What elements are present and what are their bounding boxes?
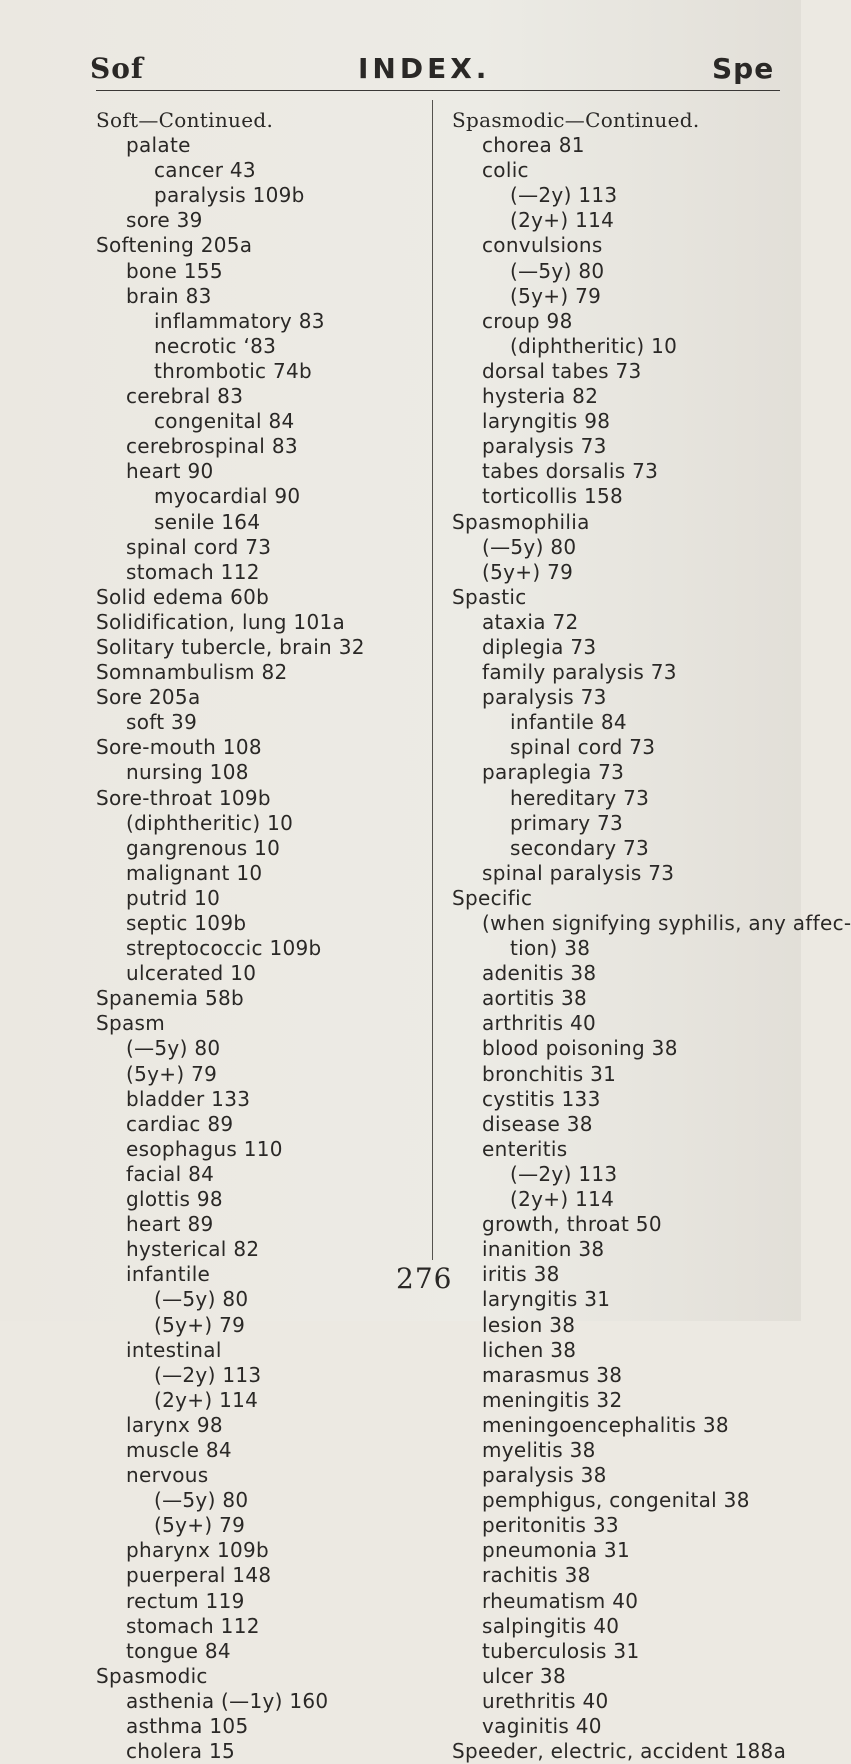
index-subentry: malignant 10 [126,860,263,885]
index-subentry: senile 164 [154,509,261,534]
index-subentry: septic 109b [126,911,247,935]
index-subentry: asthenia (—1y) 160 [126,1688,329,1713]
index-subentry: rachitis 38 [482,1563,591,1588]
index-subentry: (—5y) 80 [154,1287,249,1312]
index-subentry: primary 73 [510,810,624,835]
index-subentry: stomach 112 [126,1613,260,1638]
index-subentry: (—5y) 80 [126,1036,221,1061]
index-subentry: hereditary 73 [510,785,650,810]
index-subentry: gangrenous 10 [126,835,281,860]
index-subentry: putrid 10 [126,885,221,910]
index-subentry: ataxia 72 [482,609,579,634]
index-subentry: (diphtheritic) 10 [126,810,294,835]
index-heading: Somnambulism 82 [96,660,288,685]
index-subentry: (2y+) 114 [510,1187,615,1212]
index-subentry: rectum 119 [126,1588,245,1613]
index-subentry: muscle 84 [126,1437,232,1462]
index-subentry: (—2y) 113 [510,183,618,208]
index-subentry: (5y+) 79 [154,1513,246,1538]
index-subentry: lesion 38 [482,1312,576,1337]
index-subentry: thrombotic 74b [154,358,313,383]
index-subentry: torticollis 158 [482,484,624,509]
index-heading: Spanemia 58b [96,986,245,1011]
index-subentry: heart 89 [126,1212,214,1237]
index-subentry: inanition 38 [482,1237,605,1262]
index-subentry: peritonitis 33 [482,1513,619,1538]
index-heading: Spastic [452,584,527,609]
index-subentry: pemphigus, congenital 38 [482,1488,750,1513]
index-heading: Spasmophilia [452,509,590,534]
index-subentry: lichen 38 [482,1337,577,1362]
index-subentry: paralysis 109b [154,183,305,208]
index-subentry: hysterical 82 [126,1237,260,1262]
index-column-left [96,108,426,1764]
index-subentry: nursing 108 [126,760,249,785]
running-head-left: Sof [90,52,144,85]
index-subentry: tabes dorsalis 73 [482,459,659,484]
index-heading: Spasmodic [96,1663,208,1688]
index-subentry: bladder 133 [126,1086,251,1111]
index-subentry: asthma 105 [126,1714,249,1738]
index-subentry: (5y+) 79 [154,1312,246,1337]
index-subentry: paralysis 38 [482,1463,607,1488]
index-subentry: iritis 38 [482,1262,560,1287]
page-number: 276 [396,1262,453,1295]
index-subentry: myelitis 38 [482,1437,596,1462]
index-subentry: laryngitis 31 [482,1287,611,1312]
column-divider [432,100,433,1260]
index-subentry: brain 83 [126,283,212,308]
index-subentry: nervous [126,1463,209,1488]
index-subentry: soft 39 [126,710,198,735]
index-subentry: pharynx 109b [126,1538,270,1563]
index-subentry: facial 84 [126,1161,215,1186]
index-subentry: (diphtheritic) 10 [510,333,678,358]
index-subentry: puerperal 148 [126,1563,272,1588]
index-subentry: hysteria 82 [482,384,599,409]
index-subentry: arthritis 40 [482,1011,597,1036]
index-subentry: (2y+) 114 [510,208,615,233]
index-subentry: colic [482,158,529,183]
index-subentry: inflammatory 83 [154,308,325,333]
index-subentry: paraplegia 73 [482,760,625,785]
index-subentry: cardiac 89 [126,1111,234,1136]
index-subentry: (—2y) 113 [510,1161,618,1186]
index-subentry: urethritis 40 [482,1688,609,1713]
index-heading: Specific [452,885,533,910]
index-subentry: dorsal tabes 73 [482,358,642,383]
index-heading: Solidification, lung 101a [96,609,346,634]
index-subentry: meningitis 32 [482,1387,623,1412]
index-subentry: vaginitis 40 [482,1714,602,1738]
index-subentry: paralysis 73 [482,434,607,459]
index-subentry: adenitis 38 [482,961,597,986]
index-subentry: ulcer 38 [482,1663,566,1688]
index-subentry: (5y+) 79 [126,1061,218,1086]
index-subentry: heart 90 [126,459,214,484]
index-heading: Solitary tubercle, brain 32 [96,634,365,659]
index-subentry: necrotic ‘83 [154,333,277,358]
index-subentry: ulcerated 10 [126,961,257,986]
index-subentry: tuberculosis 31 [482,1638,640,1663]
index-subentry: (—5y) 80 [154,1488,249,1513]
index-subentry: (—2y) 113 [154,1362,262,1387]
index-heading: Sore-mouth 108 [96,735,262,760]
index-column-right [452,108,851,1764]
index-subentry: rheumatism 40 [482,1588,639,1613]
index-subentry: aortitis 38 [482,986,588,1011]
index-subentry: marasmus 38 [482,1362,623,1387]
index-subentry: meningoencephalitis 38 [482,1412,729,1437]
index-subentry: growth, throat 50 [482,1212,662,1237]
index-subentry: croup 98 [482,308,573,333]
index-subentry: intestinal [126,1337,222,1362]
index-heading: Speeder, electric, accident 188a [452,1739,787,1764]
index-subentry: larynx 98 [126,1412,223,1437]
index-subentry: salpingitis 40 [482,1613,620,1638]
index-subentry: infantile [126,1262,211,1287]
index-subentry: disease 38 [482,1111,593,1136]
index-subentry: diplegia 73 [482,634,597,659]
index-heading: Spasmodic—Continued. [452,108,700,132]
index-subentry: (5y+) 79 [482,559,574,584]
running-head-title: INDEX. [358,52,491,85]
index-subentry: (—5y) 80 [510,258,605,283]
index-heading: Sore-throat 109b [96,785,271,810]
running-head-right: Spe [712,52,775,85]
index-heading: Softening 205a [96,233,253,258]
index-subentry: streptococcic 109b [126,936,322,961]
index-heading: Solid edema 60b [96,584,270,609]
index-subentry: cerebral 83 [126,384,244,409]
index-subentry: enteritis [482,1136,568,1161]
index-subentry: cerebrospinal 83 [126,434,298,459]
index-subentry: palate [126,133,191,158]
index-subentry: family paralysis 73 [482,660,677,685]
index-subentry: spinal cord 73 [510,735,656,760]
index-subentry: secondary 73 [510,835,650,860]
index-subentry: chorea 81 [482,133,585,158]
index-subentry: blood poisoning 38 [482,1036,678,1061]
index-subentry: stomach 112 [126,559,260,584]
index-subentry: (when signifying syphilis, any affec- [482,911,851,935]
index-heading: Spasm [96,1011,166,1036]
index-subentry: (—5y) 80 [482,534,577,559]
header-rule [96,90,780,91]
index-subentry: convulsions [482,233,603,258]
index-subentry: sore 39 [126,208,203,233]
index-subentry: pneumonia 31 [482,1538,630,1563]
index-heading: Soft—Continued. [96,108,274,132]
index-subentry: tongue 84 [126,1638,231,1663]
index-heading: Sore 205a [96,685,201,710]
index-subentry: myocardial 90 [154,484,301,509]
index-subentry: tion) 38 [510,936,591,961]
index-subentry: spinal cord 73 [126,534,272,559]
index-subentry: congenital 84 [154,409,295,434]
index-subentry: cholera 15 [126,1739,236,1764]
index-subentry: paralysis 73 [482,685,607,710]
index-subentry: (5y+) 79 [510,283,602,308]
index-subentry: spinal paralysis 73 [482,860,675,885]
index-subentry: bronchitis 31 [482,1061,617,1086]
index-subentry: cystitis 133 [482,1086,601,1111]
index-subentry: cancer 43 [154,158,256,183]
index-subentry: bone 155 [126,258,223,283]
index-subentry: esophagus 110 [126,1136,283,1161]
index-subentry: laryngitis 98 [482,409,611,434]
index-subentry: infantile 84 [510,710,627,735]
index-subentry: (2y+) 114 [154,1387,259,1412]
index-subentry: glottis 98 [126,1187,223,1212]
